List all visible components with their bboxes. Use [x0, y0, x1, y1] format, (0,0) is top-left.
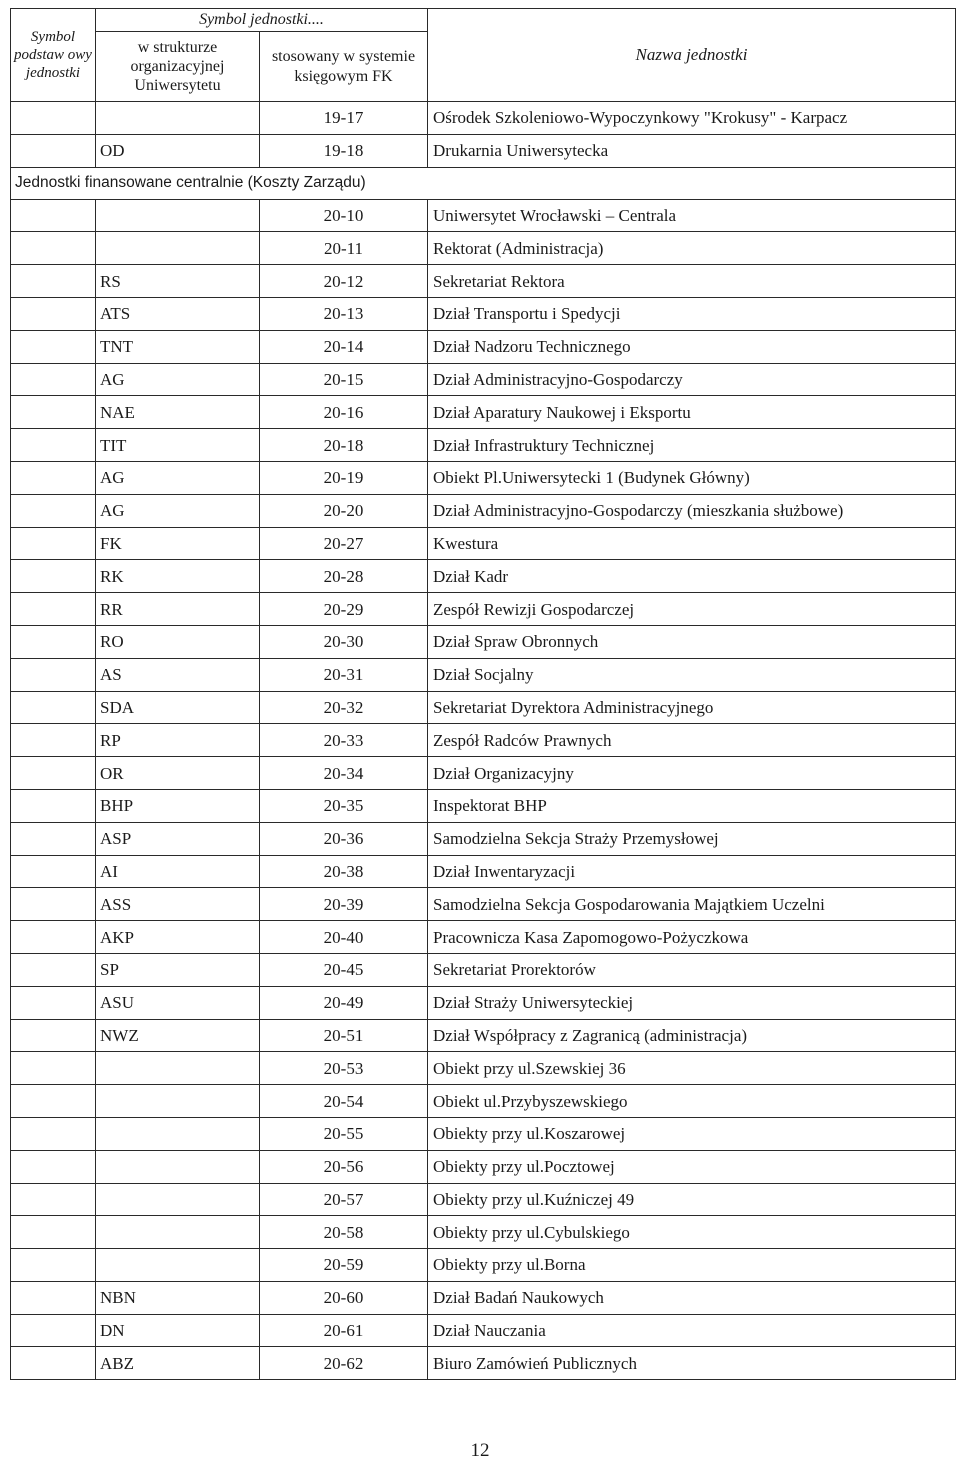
- cell-symbol-podstawowy: [11, 1183, 96, 1216]
- table-row: [11, 1249, 956, 1282]
- cell-org-symbol: RR: [96, 593, 260, 626]
- table-row: [11, 1216, 956, 1249]
- cell-fk-code: 20-40: [260, 921, 428, 954]
- cell-org-symbol: [96, 1183, 260, 1216]
- cell-org-symbol: OD: [96, 134, 260, 167]
- cell-org-symbol: AG: [96, 363, 260, 396]
- header-w-strukturze: w strukturze organizacyjnej Uniwersytetu: [96, 32, 260, 102]
- table-row: [11, 363, 956, 396]
- cell-org-symbol: DN: [96, 1314, 260, 1347]
- section-block: [11, 167, 956, 199]
- cell-fk-code: 20-38: [260, 855, 428, 888]
- table-row: [11, 1019, 956, 1052]
- table-row: [11, 232, 956, 265]
- cell-unit-name: Drukarnia Uniwersytecka: [428, 134, 956, 167]
- cell-unit-name: Obiekt Pl.Uniwersytecki 1 (Budynek Główny): [428, 461, 956, 494]
- cell-symbol-podstawowy: [11, 527, 96, 560]
- table-row: [11, 494, 956, 527]
- cell-org-symbol: [96, 1117, 260, 1150]
- cell-symbol-podstawowy: [11, 1347, 96, 1380]
- cell-unit-name: Dział Transportu i Spedycji: [428, 297, 956, 330]
- cell-symbol-podstawowy: [11, 921, 96, 954]
- table-row: [11, 625, 956, 658]
- cell-fk-code: 20-39: [260, 888, 428, 921]
- cell-unit-name: Obiekty przy ul.Cybulskiego: [428, 1216, 956, 1249]
- cell-org-symbol: [96, 232, 260, 265]
- cell-fk-code: 20-12: [260, 265, 428, 298]
- cell-symbol-podstawowy: [11, 494, 96, 527]
- cell-symbol-podstawowy: [11, 757, 96, 790]
- table-row: [11, 1052, 956, 1085]
- cell-symbol-podstawowy: [11, 461, 96, 494]
- cell-fk-code: 20-34: [260, 757, 428, 790]
- cell-org-symbol: BHP: [96, 789, 260, 822]
- cell-org-symbol: NWZ: [96, 1019, 260, 1052]
- cell-fk-code: 20-36: [260, 822, 428, 855]
- table-row: [11, 1150, 956, 1183]
- cell-symbol-podstawowy: [11, 363, 96, 396]
- cell-symbol-podstawowy: [11, 1052, 96, 1085]
- cell-fk-code: 20-10: [260, 199, 428, 232]
- cell-fk-code: 20-29: [260, 593, 428, 626]
- table-row: [11, 134, 956, 167]
- header-nazwa-jednostki: Nazwa jednostki: [428, 9, 956, 102]
- cell-symbol-podstawowy: [11, 429, 96, 462]
- table-row: [11, 297, 956, 330]
- cell-org-symbol: AG: [96, 461, 260, 494]
- cell-org-symbol: SP: [96, 953, 260, 986]
- cell-symbol-podstawowy: [11, 724, 96, 757]
- cell-unit-name: Zespół Radców Prawnych: [428, 724, 956, 757]
- table-row: [11, 330, 956, 363]
- cell-fk-code: 20-27: [260, 527, 428, 560]
- table-row: [11, 1183, 956, 1216]
- cell-fk-code: 19-18: [260, 134, 428, 167]
- cell-fk-code: 20-57: [260, 1183, 428, 1216]
- cell-fk-code: 20-30: [260, 625, 428, 658]
- table-row: [11, 1281, 956, 1314]
- cell-symbol-podstawowy: [11, 855, 96, 888]
- cell-org-symbol: [96, 1216, 260, 1249]
- cell-unit-name: Obiekt przy ul.Szewskiej 36: [428, 1052, 956, 1085]
- header-symbol-jednostki: Symbol jednostki....: [96, 9, 428, 32]
- table-row: [11, 461, 956, 494]
- cell-fk-code: 20-56: [260, 1150, 428, 1183]
- table-row: [11, 724, 956, 757]
- cell-unit-name: Dział Nadzoru Technicznego: [428, 330, 956, 363]
- cell-org-symbol: NAE: [96, 396, 260, 429]
- section-title: Jednostki finansowane centralnie (Koszty Zarządu): [11, 167, 956, 199]
- cell-org-symbol: OR: [96, 757, 260, 790]
- cell-symbol-podstawowy: [11, 789, 96, 822]
- cell-unit-name: Obiekty przy ul.Kuźniczej 49: [428, 1183, 956, 1216]
- cell-unit-name: Uniwersytet Wrocławski – Centrala: [428, 199, 956, 232]
- table-row: [11, 986, 956, 1019]
- table-row: [11, 1314, 956, 1347]
- table-row: [11, 855, 956, 888]
- table-row: [11, 1117, 956, 1150]
- cell-unit-name: Pracownicza Kasa Zapomogowo-Pożyczkowa: [428, 921, 956, 954]
- cell-fk-code: 20-49: [260, 986, 428, 1019]
- table-row: [11, 560, 956, 593]
- table-row: [11, 593, 956, 626]
- cell-org-symbol: [96, 199, 260, 232]
- cell-org-symbol: AS: [96, 658, 260, 691]
- cell-symbol-podstawowy: [11, 199, 96, 232]
- cell-fk-code: 20-15: [260, 363, 428, 396]
- cell-unit-name: Kwestura: [428, 527, 956, 560]
- cell-org-symbol: ASU: [96, 986, 260, 1019]
- cell-fk-code: 20-45: [260, 953, 428, 986]
- table-row: [11, 102, 956, 135]
- section-row: [11, 167, 956, 199]
- cell-org-symbol: ABZ: [96, 1347, 260, 1380]
- cell-org-symbol: RK: [96, 560, 260, 593]
- table-row: [11, 1085, 956, 1118]
- table-row: [11, 658, 956, 691]
- table-row: [11, 822, 956, 855]
- cell-fk-code: 20-53: [260, 1052, 428, 1085]
- table-row: [11, 429, 956, 462]
- cell-fk-code: 20-55: [260, 1117, 428, 1150]
- cell-fk-code: 20-32: [260, 691, 428, 724]
- cell-symbol-podstawowy: [11, 560, 96, 593]
- cell-fk-code: 20-58: [260, 1216, 428, 1249]
- cell-symbol-podstawowy: [11, 822, 96, 855]
- cell-unit-name: Dział Nauczania: [428, 1314, 956, 1347]
- cell-fk-code: 19-17: [260, 102, 428, 135]
- cell-fk-code: 20-18: [260, 429, 428, 462]
- cell-symbol-podstawowy: [11, 297, 96, 330]
- cell-unit-name: Dział Współpracy z Zagranicą (administracja): [428, 1019, 956, 1052]
- cell-org-symbol: RS: [96, 265, 260, 298]
- cell-unit-name: Obiekty przy ul.Koszarowej: [428, 1117, 956, 1150]
- cell-unit-name: Rektorat (Administracja): [428, 232, 956, 265]
- cell-symbol-podstawowy: [11, 265, 96, 298]
- cell-unit-name: Inspektorat BHP: [428, 789, 956, 822]
- cell-symbol-podstawowy: [11, 1314, 96, 1347]
- cell-symbol-podstawowy: [11, 102, 96, 135]
- table-row: [11, 921, 956, 954]
- cell-fk-code: 20-28: [260, 560, 428, 593]
- table-row: [11, 265, 956, 298]
- cell-symbol-podstawowy: [11, 232, 96, 265]
- cell-unit-name: Biuro Zamówień Publicznych: [428, 1347, 956, 1380]
- cell-symbol-podstawowy: [11, 1085, 96, 1118]
- cell-org-symbol: AKP: [96, 921, 260, 954]
- cell-org-symbol: [96, 102, 260, 135]
- cell-fk-code: 20-33: [260, 724, 428, 757]
- cell-unit-name: Dział Infrastruktury Technicznej: [428, 429, 956, 462]
- cell-symbol-podstawowy: [11, 691, 96, 724]
- header-symbol-podstawowy: Symbol podstaw owy jednostki: [11, 9, 96, 102]
- cell-fk-code: 20-60: [260, 1281, 428, 1314]
- cell-fk-code: 20-62: [260, 1347, 428, 1380]
- table-row: [11, 396, 956, 429]
- cell-org-symbol: TNT: [96, 330, 260, 363]
- cell-fk-code: 20-11: [260, 232, 428, 265]
- cell-unit-name: Dział Organizacyjny: [428, 757, 956, 790]
- cell-fk-code: 20-14: [260, 330, 428, 363]
- cell-symbol-podstawowy: [11, 1216, 96, 1249]
- table-row: [11, 691, 956, 724]
- cell-unit-name: Samodzielna Sekcja Straży Przemysłowej: [428, 822, 956, 855]
- cell-symbol-podstawowy: [11, 658, 96, 691]
- cell-org-symbol: ASP: [96, 822, 260, 855]
- cell-fk-code: 20-61: [260, 1314, 428, 1347]
- cell-fk-code: 20-35: [260, 789, 428, 822]
- cell-unit-name: Obiekty przy ul.Borna: [428, 1249, 956, 1282]
- cell-fk-code: 20-59: [260, 1249, 428, 1282]
- cell-unit-name: Dział Straży Uniwersyteckiej: [428, 986, 956, 1019]
- cell-org-symbol: ASS: [96, 888, 260, 921]
- cell-unit-name: Dział Spraw Obronnych: [428, 625, 956, 658]
- cell-org-symbol: TIT: [96, 429, 260, 462]
- cell-unit-name: Samodzielna Sekcja Gospodarowania Majątkiem Uczelni: [428, 888, 956, 921]
- units-table: [10, 8, 956, 1380]
- cell-symbol-podstawowy: [11, 134, 96, 167]
- table-row: [11, 199, 956, 232]
- cell-symbol-podstawowy: [11, 953, 96, 986]
- table-row: [11, 757, 956, 790]
- table-row: [11, 953, 956, 986]
- cell-symbol-podstawowy: [11, 396, 96, 429]
- table-row: [11, 1347, 956, 1380]
- cell-symbol-podstawowy: [11, 986, 96, 1019]
- cell-org-symbol: [96, 1249, 260, 1282]
- cell-unit-name: Sekretariat Dyrektora Administracyjnego: [428, 691, 956, 724]
- cell-unit-name: Ośrodek Szkoleniowo-Wypoczynkowy "Krokusy" - Karpacz: [428, 102, 956, 135]
- cell-symbol-podstawowy: [11, 593, 96, 626]
- cell-org-symbol: FK: [96, 527, 260, 560]
- cell-org-symbol: SDA: [96, 691, 260, 724]
- cell-symbol-podstawowy: [11, 1117, 96, 1150]
- cell-org-symbol: ATS: [96, 297, 260, 330]
- cell-org-symbol: NBN: [96, 1281, 260, 1314]
- cell-unit-name: Sekretariat Prorektorów: [428, 953, 956, 986]
- cell-org-symbol: RO: [96, 625, 260, 658]
- cell-symbol-podstawowy: [11, 1281, 96, 1314]
- table-row: [11, 527, 956, 560]
- cell-unit-name: Dział Kadr: [428, 560, 956, 593]
- table-body-main: [11, 199, 956, 1380]
- cell-unit-name: Zespół Rewizji Gospodarczej: [428, 593, 956, 626]
- cell-unit-name: Dział Socjalny: [428, 658, 956, 691]
- cell-unit-name: Sekretariat Rektora: [428, 265, 956, 298]
- cell-org-symbol: [96, 1085, 260, 1118]
- cell-fk-code: 20-31: [260, 658, 428, 691]
- table-header: [11, 9, 956, 102]
- table-row: [11, 789, 956, 822]
- cell-unit-name: Dział Administracyjno-Gospodarczy (mieszkania służbowe): [428, 494, 956, 527]
- cell-unit-name: Obiekty przy ul.Pocztowej: [428, 1150, 956, 1183]
- cell-symbol-podstawowy: [11, 1249, 96, 1282]
- cell-symbol-podstawowy: [11, 625, 96, 658]
- cell-unit-name: Dział Aparatury Naukowej i Eksportu: [428, 396, 956, 429]
- cell-fk-code: 20-13: [260, 297, 428, 330]
- table-body-top: [11, 102, 956, 168]
- page-number: 12: [470, 1440, 490, 1461]
- cell-org-symbol: [96, 1150, 260, 1183]
- cell-fk-code: 20-54: [260, 1085, 428, 1118]
- cell-org-symbol: AG: [96, 494, 260, 527]
- header-stosowany-fk: stosowany w systemie księgowym FK: [260, 32, 428, 102]
- cell-org-symbol: AI: [96, 855, 260, 888]
- cell-symbol-podstawowy: [11, 1019, 96, 1052]
- cell-fk-code: 20-16: [260, 396, 428, 429]
- cell-org-symbol: [96, 1052, 260, 1085]
- cell-fk-code: 20-19: [260, 461, 428, 494]
- cell-symbol-podstawowy: [11, 1150, 96, 1183]
- table-row: [11, 888, 956, 921]
- cell-unit-name: Dział Inwentaryzacji: [428, 855, 956, 888]
- cell-symbol-podstawowy: [11, 888, 96, 921]
- cell-fk-code: 20-51: [260, 1019, 428, 1052]
- cell-unit-name: Dział Badań Naukowych: [428, 1281, 956, 1314]
- cell-unit-name: Dział Administracyjno-Gospodarczy: [428, 363, 956, 396]
- cell-unit-name: Obiekt ul.Przybyszewskiego: [428, 1085, 956, 1118]
- cell-fk-code: 20-20: [260, 494, 428, 527]
- cell-org-symbol: RP: [96, 724, 260, 757]
- cell-symbol-podstawowy: [11, 330, 96, 363]
